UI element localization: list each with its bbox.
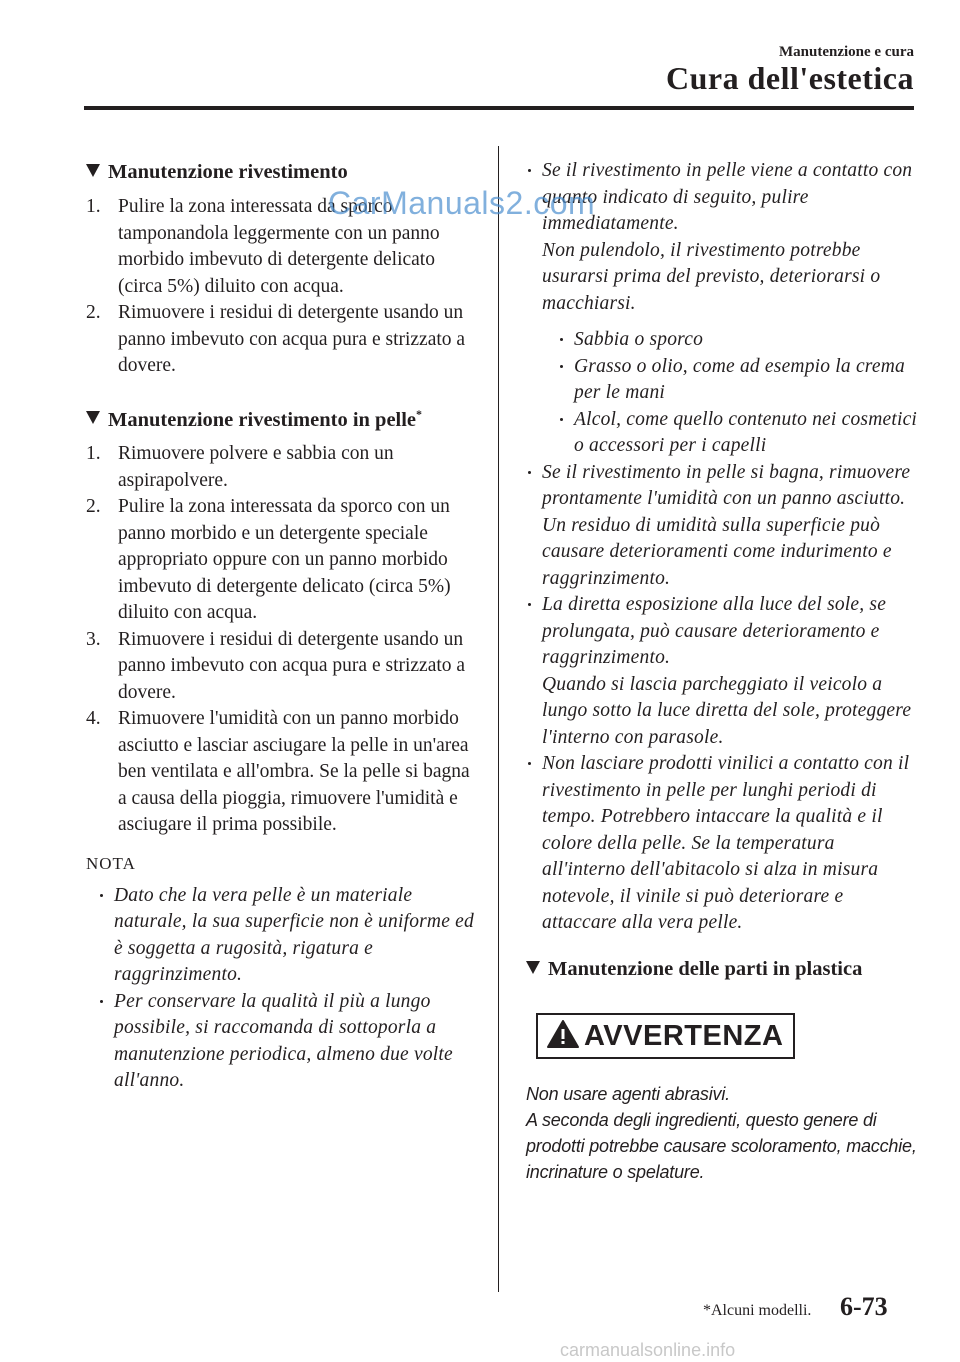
- step-number: 2.: [86, 496, 101, 518]
- leather-cautions: [526, 158, 918, 937]
- list-item: [526, 592, 918, 751]
- step-text: Rimuovere polvere e sabbia con un aspirapolvere.: [118, 443, 394, 491]
- bullet-dot-icon: [528, 603, 531, 606]
- triangle-bullet-icon: [526, 961, 540, 974]
- bullet-dot-icon: [528, 471, 531, 474]
- step-number: 2.: [86, 302, 101, 323]
- heading-text: Manutenzione delle parti in plastica: [548, 957, 863, 980]
- header-rule: [84, 106, 914, 110]
- warning-label: AVVERTENZA: [584, 1019, 784, 1052]
- list-item: [86, 627, 482, 707]
- bullet-dot-icon: [100, 894, 103, 897]
- left-column: [86, 158, 482, 1095]
- footnote: *Alcuni modelli.: [703, 1302, 812, 1319]
- watermark-carmanualsonline: carmanualsonline.info: [560, 1340, 736, 1360]
- warning-badge: [536, 1013, 795, 1059]
- note-list: [86, 883, 482, 1095]
- bullet-dot-icon: [528, 762, 531, 765]
- caution-text: Non pulendolo, il rivestimento potrebbe usurarsi prima del previsto, deteriorarsi o macchiarsi.: [542, 239, 881, 314]
- caution-text: La diretta esposizione alla luce del sole, se prolungata, può causare deterioramento e raggrinzimento.: [542, 594, 887, 668]
- step-text: Pulire la zona interessata da sporco tamponandola leggermente con un panno morbido imbevuto di detergente delicato (circa 5%) diluito con acqua.: [118, 196, 440, 297]
- list-item: [526, 751, 918, 937]
- list-item: [86, 706, 482, 839]
- bullet-dot-icon: [560, 338, 563, 341]
- page-title: Cura dell'estetica: [665, 60, 914, 96]
- step-text: Pulire la zona interessata da sporco con un panno morbido e un detergente speciale appropriato oppure con un panno morbido imbevuto di detergente delicato (circa 5%) diluito con acqua.: [118, 496, 451, 624]
- caution-text: Se il rivestimento in pelle viene a contatto con quanto indicato di seguito, pulire immediatamente.: [542, 160, 913, 234]
- heading-text: Manutenzione rivestimento in pelle: [108, 408, 417, 431]
- heading-plastic: [526, 955, 918, 983]
- contaminant-text: Alcol, come quello contenuto nei cosmetici o accessori per i capelli: [574, 408, 918, 456]
- step-number: 3.: [86, 628, 101, 650]
- list-item: [86, 494, 482, 627]
- warning-icon: [546, 1019, 580, 1049]
- warning-line: A seconda degli ingredienti, questo genere di prodotti potrebbe causare scoloramento, macchie, incrinature o spelature.: [526, 1109, 917, 1182]
- caution-text: Se il rivestimento in pelle si bagna, rimuovere prontamente l'umidità con un panno asciutto. Un residuo di umidità sulla superficie può causare deterioramenti come indurimento e raggrinzimento.: [542, 461, 911, 589]
- list-item: [86, 300, 482, 380]
- column-divider: [498, 146, 499, 1292]
- list-item: [526, 460, 918, 593]
- right-column: [526, 158, 918, 1185]
- bullet-dot-icon: [560, 365, 563, 368]
- list-item: [558, 327, 918, 354]
- note-text: Dato che la vera pelle è un materiale naturale, la sua superficie non è uniforme ed è soggetta a rugosità, rigatura e raggrinzimento.: [114, 884, 474, 986]
- caution-text: Quando si lascia parcheggiato il veicolo a lungo sotto la luce diretta del sole, proteggere l'interno con parasole.: [542, 673, 912, 748]
- bullet-dot-icon: [100, 1000, 103, 1003]
- step-number: 4.: [86, 708, 101, 730]
- list-item: [98, 883, 482, 989]
- warning-text: [526, 1081, 918, 1185]
- heading-text: Manutenzione rivestimento: [108, 161, 348, 183]
- contaminant-text: Grasso o olio, come ad esempio la crema per le mani: [574, 355, 905, 403]
- step-text: Rimuovere l'umidità con un panno morbido asciutto e lasciar asciugare la pelle in un'area ben ventilata e all'ombra. Se la pelle si bagna a causa della pioggia, rimuovere l'umidità e asciugare il prima possibile.: [118, 708, 470, 836]
- note-text: Per conservare la qualità il più a lungo possibile, si raccomanda di sottoporla a manutenzione periodica, almeno due volte all'anno.: [114, 990, 453, 1092]
- leather-steps: [86, 441, 482, 839]
- triangle-bullet-icon: [86, 411, 100, 424]
- page-number: 6-73: [840, 1292, 888, 1321]
- step-text: Rimuovere i residui di detergente usando un panno imbevuto con acqua pura e strizzato a dovere.: [118, 628, 466, 703]
- note-label: NOTA: [86, 853, 136, 873]
- list-item: [558, 407, 918, 460]
- contaminant-list: [542, 327, 918, 460]
- triangle-bullet-icon: [86, 164, 100, 177]
- watermark-carmanuals2: CarManuals2.com: [328, 185, 596, 221]
- heading-leather: [86, 400, 482, 434]
- step-text: Rimuovere i residui di detergente usando un panno imbevuto con acqua pura e strizzato a dovere.: [118, 302, 466, 376]
- optional-marker: *: [416, 406, 423, 421]
- warning-line: Non usare agenti abrasivi.: [526, 1083, 730, 1104]
- step-number: 1.: [86, 443, 101, 465]
- contaminant-text: Sabbia o sporco: [574, 329, 704, 350]
- section-title: Manutenzione e cura: [779, 44, 914, 60]
- bullet-dot-icon: [528, 169, 531, 172]
- list-item: [558, 354, 918, 407]
- heading-upholstery: [86, 158, 482, 186]
- step-number: 1.: [86, 196, 101, 217]
- list-item: [86, 441, 482, 494]
- caution-text: Non lasciare prodotti vinilici a contatto con il rivestimento in pelle per lunghi periodi di tempo. Potrebbero intaccare la qualità e il colore della pelle. Se la temperatura all'interno dell'abitacolo si alza in misura notevole, il vinile si può deteriorare e attaccare alla vera pelle.: [542, 753, 910, 933]
- bullet-dot-icon: [560, 418, 563, 421]
- list-item: [98, 989, 482, 1095]
